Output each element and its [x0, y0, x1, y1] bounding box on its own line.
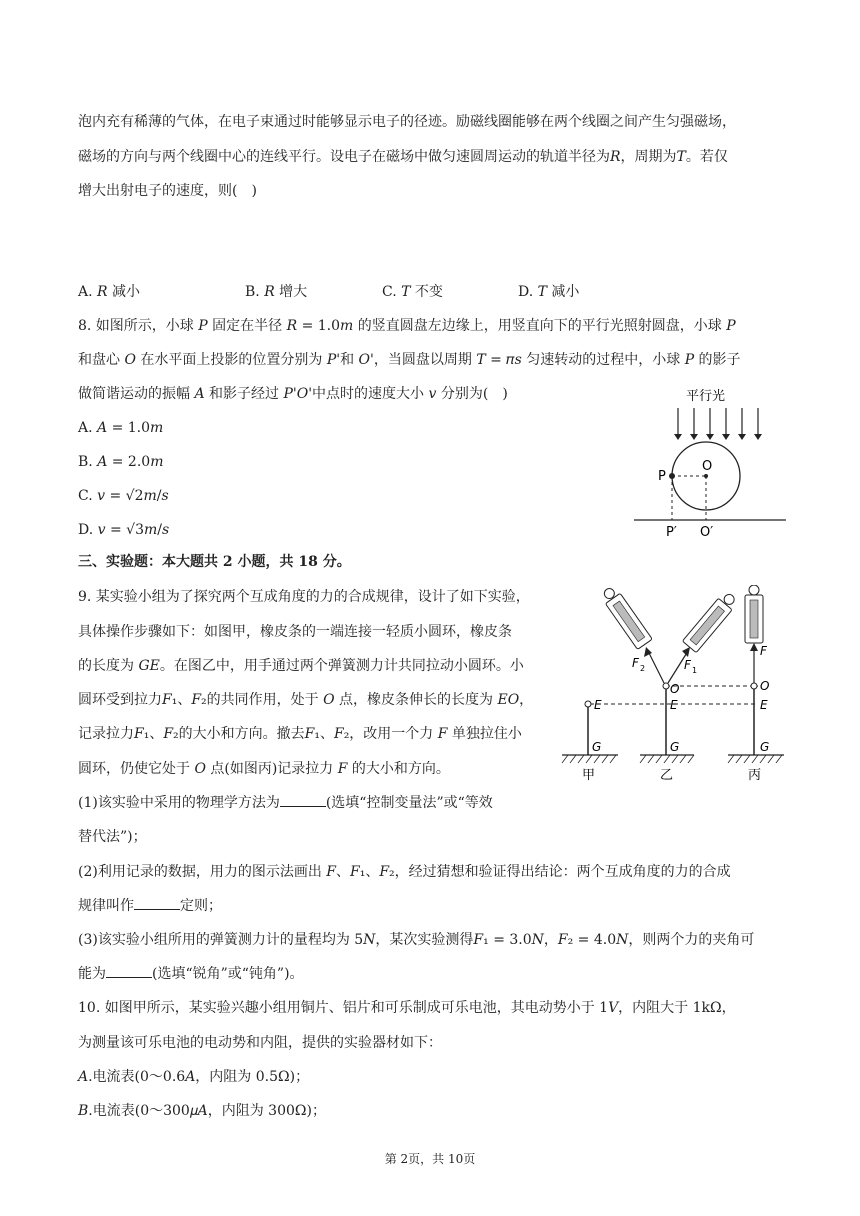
q8-line-1: 8. 如图所示，小球 𝑃 固定在半径 𝑅 = 1.0𝑚 的竖直圆盘左边缘上，用竖直向下的平行光照射圆盘，小球 𝑃 [78, 318, 736, 334]
q7-option-c: C. 𝑇 不变 [382, 284, 443, 300]
q8-option-c: C. 𝑣 = √2𝑚/𝑠 [78, 488, 169, 504]
q7-line-2: 磁场的方向与两个线圈中心的连线平行。设电子在磁场中做匀速圆周运动的轨道半径为R，周期为T。若仅 [78, 149, 728, 165]
q7-option-a: A. 𝑅 减小 [78, 284, 141, 300]
q8-disc-figure [630, 382, 790, 542]
q7-option-d: D. 𝑇 减小 [518, 284, 580, 300]
jia-label-e: E [594, 698, 602, 712]
q9-line-5: 记录拉力𝐹₁、𝐹₂的大小和方向。撤去𝐹₁、𝐹₂，改用一个力 𝐹 单独拉住小 [78, 726, 522, 742]
spring-scale-1 [682, 590, 739, 653]
yi-label-e: E [670, 698, 678, 712]
q8-line-3: 做简谐运动的振幅 𝐴 和影子经过 𝑃'𝑂'中点时的速度大小 𝑣 分别为( ) [78, 386, 508, 402]
jia-caption: 甲 [582, 768, 596, 783]
jia-label-g: G [592, 740, 602, 754]
q8-option-d: D. 𝑣 = √3𝑚/𝑠 [78, 522, 170, 538]
label-p-prime: P′ [666, 525, 677, 540]
q7-option-b: B. 𝑅 增大 [245, 284, 308, 300]
q9-s3b: 能为 [78, 966, 106, 982]
q9-subq-3-line-1: (3)该实验小组所用的弹簧测力计的量程均为 5𝑁，某次实验测得𝐹₁ = 3.0𝑁，𝐹₂ = 4.0𝑁，则两个力的夹角可 [78, 932, 755, 948]
bing-label-f: F [760, 644, 767, 658]
light-label: 平行光 [686, 389, 726, 404]
q10-line-1: 10. 如图甲所示，某实验兴趣小组用铜片、铝片和可乐制成可乐电池，其电动势小于 1𝑉，内阻大于 1kΩ， [78, 1000, 736, 1016]
q9-s2b: 规律叫作 [78, 898, 134, 914]
answer-blank-2[interactable] [134, 897, 180, 910]
q10-line-4: 𝐵.电流表(0～300𝜇𝐴，内阻为 300Ω)； [78, 1103, 326, 1119]
q9-subq-1 [78, 793, 493, 813]
q7-line-2c: 。若仅 [685, 149, 728, 165]
light-arrows [678, 408, 758, 436]
q7-line-2a: 磁场的方向与两个线圈中心的连线平行。设电子在磁场中做匀速圆周运动的轨道半径为 [78, 149, 610, 165]
q9-subq-3-line-2 [78, 964, 304, 984]
q8-option-b: B. 𝐴 = 2.0𝑚 [78, 454, 164, 470]
yi-label-f2-sub: 2 [640, 664, 646, 673]
yi-label-f1-sub: 1 [692, 666, 698, 675]
panel-yi [599, 585, 739, 783]
q9-s1c: 替代法”)； [78, 829, 147, 845]
q9-s2c: 定则； [180, 898, 222, 914]
q7-line-1: 泡内充有稀薄的气体，在电子束通过时能够显示电子的径迹。励磁线圈能够在两个线圈之间产生匀强磁场， [78, 114, 736, 130]
panel-jia [562, 698, 618, 783]
spring-scale-f [745, 585, 763, 643]
q7-line-2b: ，周期为 [620, 149, 677, 165]
yi-caption: 乙 [660, 768, 674, 783]
bing-caption: 丙 [748, 768, 762, 783]
label-p: P [658, 469, 666, 484]
bing-label-g: G [760, 740, 770, 754]
q10-line-3: 𝐴.电流表(0～0.6𝐴，内阻为 0.5Ω)； [78, 1069, 310, 1085]
q9-s1b: (选填“控制变量法”或“等效 [325, 795, 493, 811]
bing-label-e: E [760, 698, 768, 712]
q9-spring-figure [560, 585, 790, 785]
page-footer: 第 2页，共 10页 [384, 1152, 476, 1166]
q9-line-4: 圆环受到拉力𝐹₁、𝐹₂的共同作用，处于 𝑂 点，橡皮条伸长的长度为 𝐸𝑂， [78, 692, 534, 708]
q9-line-1: 9. 某实验小组为了探究两个互成角度的力的合成规律，设计了如下实验， [78, 589, 530, 605]
answer-blank-1[interactable] [280, 794, 326, 807]
label-o: O [702, 459, 713, 474]
q8-option-a: A. 𝐴 = 1.0𝑚 [78, 420, 164, 436]
label-o-prime: O′ [700, 525, 714, 540]
yi-label-f2: F [632, 656, 639, 670]
q9-s1a: (1)该实验中采用的物理学方法为 [78, 795, 280, 811]
bing-label-o: O [760, 679, 770, 693]
q9-subq-2-line-1: (2)利用记录的数据，用力的图示法画出 𝐹、𝐹₁、𝐹₂，经过猜想和验证得出结论：两个互成角度的力的合成 [78, 864, 731, 880]
section-3-heading: 三、实验题：本大题共 2 小题，共 18 分。 [78, 554, 351, 570]
spring-scale-2 [599, 585, 652, 649]
yi-label-f1: F [684, 658, 691, 672]
q7-line-3: 增大出射电子的速度，则( ) [78, 183, 257, 199]
yi-label-g: G [670, 740, 680, 754]
q10-line-2: 为测量该可乐电池的电动势和内阻，提供的实验器材如下： [78, 1035, 442, 1051]
q9-line-6: 圆环，仍使它处于 𝑂 点(如图丙)记录拉力 𝐹 的大小和方向。 [78, 761, 450, 777]
q8-line-2: 和盘心 𝑂 在水平面上投影的位置分别为 𝑃'和 𝑂'，当圆盘以周期 𝑇 = 𝜋𝑠 匀速转动的过程中，小球 𝑃 的影子 [78, 352, 741, 368]
panel-bing [728, 585, 784, 783]
q9-subq-2-line-2 [78, 896, 222, 916]
yi-label-o: O [670, 682, 680, 696]
q9-s3c: (选填“锐角”或“钝角”)。 [152, 966, 304, 982]
q9-line-3: 的长度为 𝐺𝐸。在图乙中，用手通过两个弹簧测力计共同拉动小圆环。小 [78, 658, 524, 674]
q9-line-2: 具体操作步骤如下：如图甲，橡皮条的一端连接一轻质小圆环，橡皮条 [78, 624, 512, 640]
answer-blank-3[interactable] [106, 965, 152, 978]
